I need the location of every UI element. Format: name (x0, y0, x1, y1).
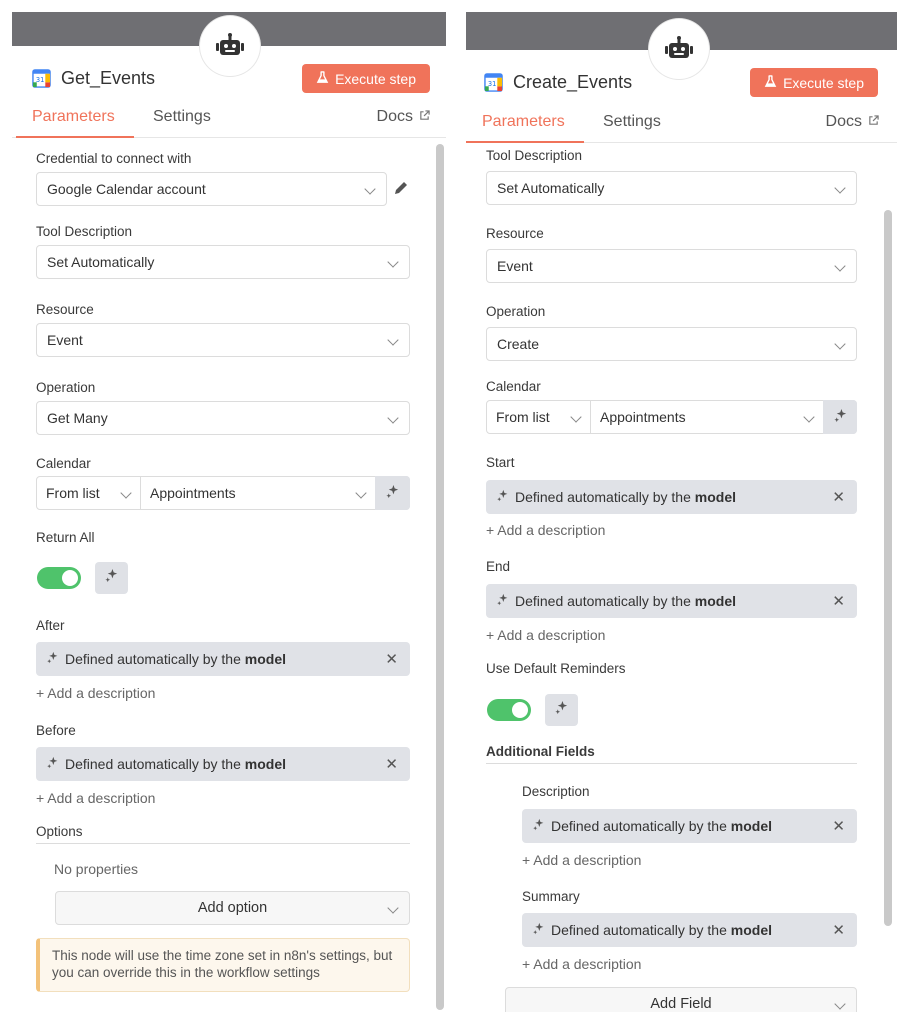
pencil-icon[interactable] (392, 179, 410, 202)
resource-label: Resource (486, 226, 544, 241)
operation-select[interactable]: Get Many (36, 401, 410, 435)
google-calendar-icon (484, 73, 503, 92)
add-description-link[interactable]: + Add a description (522, 852, 642, 868)
close-icon[interactable]: ✕ (832, 489, 845, 506)
calendar-select (486, 400, 857, 434)
timezone-notice: This node will use the time zone set in n8n's settings, but you can override this in the workflow settings (36, 938, 410, 992)
before-model-field[interactable]: Defined automatically by the model ✕ (36, 747, 410, 781)
end-model-field[interactable]: Defined automatically by the model ✕ (486, 584, 857, 618)
flask-icon (316, 71, 329, 87)
create-events-panel (466, 12, 897, 1012)
sparkle-icon (496, 489, 509, 505)
resource-label: Resource (36, 302, 94, 317)
calendar-value-select[interactable]: Appointments (141, 477, 375, 509)
node-title-text: Create_Events (513, 72, 633, 92)
reminders-toggle[interactable] (487, 699, 531, 721)
active-tab-underline (466, 141, 584, 143)
sparkle-icon (532, 922, 545, 938)
after-label: After (36, 618, 65, 633)
add-description-link[interactable]: + Add a description (486, 522, 606, 538)
sparkle-icon (554, 700, 569, 720)
add-option-button[interactable]: Add option (55, 891, 410, 925)
description-model-field[interactable]: Defined automatically by the model ✕ (522, 809, 857, 843)
sparkle-icon (833, 408, 848, 426)
calendar-label: Calendar (486, 379, 541, 394)
sparkle-icon (104, 568, 119, 588)
ai-fill-button[interactable] (823, 400, 857, 434)
close-icon[interactable]: ✕ (832, 593, 845, 610)
credential-select[interactable]: Google Calendar account (36, 172, 387, 206)
return-all-label: Return All (36, 530, 95, 545)
execute-step-button[interactable]: Execute step (750, 68, 878, 97)
resource-select[interactable]: Event (36, 323, 410, 357)
summary-label: Summary (522, 889, 580, 904)
chevron-down-icon (834, 338, 845, 349)
tool-description-label: Tool Description (36, 224, 133, 239)
chevron-down-icon (834, 998, 845, 1009)
chevron-down-icon (387, 256, 398, 267)
chevron-down-icon (355, 487, 366, 498)
calendar-label: Calendar (36, 456, 91, 471)
calendar-value-select[interactable]: Appointments (591, 401, 823, 433)
end-label: End (486, 559, 511, 574)
reminders-ai-button[interactable] (545, 694, 578, 726)
svg-text:31: 31 (35, 75, 45, 84)
return-all-toggle[interactable] (37, 567, 81, 589)
close-icon[interactable]: ✕ (832, 818, 845, 835)
no-properties-text: No properties (54, 861, 139, 877)
execute-step-button[interactable]: Execute step (302, 64, 430, 93)
options-divider (36, 843, 410, 844)
docs-link[interactable]: Docs (826, 113, 879, 131)
close-icon[interactable]: ✕ (385, 651, 398, 668)
add-description-link[interactable]: + Add a description (486, 627, 606, 643)
calendar-mode-select[interactable]: From list (487, 401, 590, 433)
svg-text:31: 31 (487, 79, 497, 88)
calendar-mode-select[interactable]: From list (37, 477, 140, 509)
options-label: Options (36, 824, 83, 839)
scrollbar[interactable] (436, 144, 444, 1010)
add-field-button[interactable]: Add Field (505, 987, 857, 1012)
close-icon[interactable]: ✕ (385, 756, 398, 773)
resource-select[interactable]: Event (486, 249, 857, 283)
operation-label: Operation (486, 304, 546, 319)
tool-description-label: Tool Description (486, 148, 583, 163)
docs-link[interactable]: Docs (377, 108, 430, 126)
tab-parameters[interactable]: Parameters (482, 113, 565, 130)
before-label: Before (36, 723, 76, 738)
sparkle-icon (385, 484, 400, 502)
chevron-down-icon (387, 412, 398, 423)
chevron-down-icon (364, 183, 375, 194)
operation-label: Operation (36, 380, 96, 395)
operation-select[interactable]: Create (486, 327, 857, 361)
active-tab-underline (16, 136, 134, 138)
chevron-down-icon (834, 182, 845, 193)
additional-fields-divider (486, 763, 857, 764)
robot-icon (200, 16, 260, 76)
description-label: Description (522, 784, 590, 799)
flask-icon (764, 75, 777, 91)
sparkle-icon (496, 593, 509, 609)
add-description-link[interactable]: + Add a description (522, 956, 642, 972)
scrollbar[interactable] (884, 210, 892, 926)
credential-label: Credential to connect with (36, 151, 192, 166)
robot-icon (649, 19, 709, 79)
node-tabs (12, 108, 446, 138)
tab-settings[interactable]: Settings (603, 113, 661, 130)
add-description-link[interactable]: + Add a description (36, 790, 156, 806)
sparkle-icon (46, 651, 59, 667)
tab-settings[interactable]: Settings (153, 108, 211, 125)
after-model-field[interactable]: Defined automatically by the model ✕ (36, 642, 410, 676)
close-icon[interactable]: ✕ (832, 922, 845, 939)
sparkle-icon (46, 756, 59, 772)
node-title-text: Get_Events (61, 68, 156, 88)
start-model-field[interactable]: Defined automatically by the model ✕ (486, 480, 857, 514)
chevron-down-icon (803, 411, 814, 422)
parameters-body (466, 144, 897, 1012)
tool-description-select[interactable]: Set Automatically (36, 245, 410, 279)
return-all-ai-button[interactable] (95, 562, 128, 594)
calendar-select (36, 476, 410, 510)
additional-fields-label: Additional Fields (486, 744, 595, 759)
external-link-icon (419, 108, 430, 126)
tool-description-select[interactable]: Set Automatically (486, 171, 857, 205)
chevron-down-icon (570, 411, 581, 422)
add-description-link[interactable]: + Add a description (36, 685, 156, 701)
ai-fill-button[interactable] (375, 476, 410, 510)
summary-model-field[interactable]: Defined automatically by the model ✕ (522, 913, 857, 947)
reminders-label: Use Default Reminders (486, 661, 626, 676)
node-title (484, 72, 632, 93)
node-title (32, 68, 155, 89)
node-tabs (466, 113, 897, 143)
chevron-down-icon (387, 902, 398, 913)
get-events-panel (12, 12, 446, 1012)
parameters-body (12, 139, 446, 1012)
sparkle-icon (532, 818, 545, 834)
tab-parameters[interactable]: Parameters (32, 108, 115, 125)
start-label: Start (486, 455, 515, 470)
external-link-icon (868, 113, 879, 131)
chevron-down-icon (120, 487, 131, 498)
chevron-down-icon (834, 260, 845, 271)
chevron-down-icon (387, 334, 398, 345)
google-calendar-icon (32, 69, 51, 88)
